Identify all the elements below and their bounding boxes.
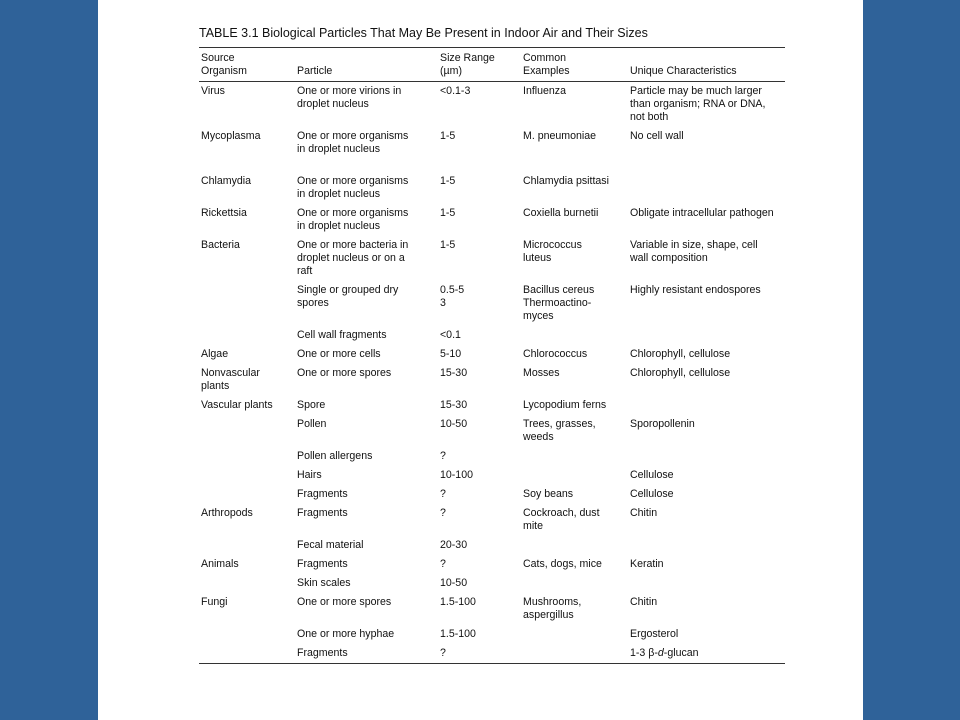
table-row (199, 236, 785, 281)
source-organism-cell: Virus (201, 85, 225, 97)
common-examples-cell: Mosses (523, 367, 560, 379)
header-particle: Particle (297, 65, 333, 77)
unique-characteristics-cell: Chlorophyll, cellulose (630, 348, 731, 360)
source-organism-cell (199, 574, 295, 593)
source-organism-cell (199, 281, 295, 326)
size-range-cell: <0.1 (440, 329, 461, 341)
unique-characteristics-cell: Cellulose (630, 469, 674, 481)
size-range-cell: ? (440, 558, 446, 570)
common-examples-cell: Influenza (523, 85, 566, 97)
table-row (199, 625, 785, 644)
size-range-cell: 1-5 (440, 130, 456, 142)
header-common-examples: Common Examples (523, 52, 570, 77)
size-range-cell: 5-10 (440, 348, 462, 360)
common-examples-cell (521, 644, 628, 664)
source-organism-cell (199, 625, 295, 644)
common-examples-cell: Lycopodium ferns (523, 399, 607, 411)
particle-cell: Fecal material (297, 539, 364, 551)
size-range-cell: ? (440, 450, 446, 462)
particle-cell: Fragments (297, 507, 348, 519)
header-unique-characteristics: Unique Characteristics (630, 65, 737, 77)
particle-cell: Pollen allergens (297, 450, 373, 462)
size-range-cell: 0.5-5 3 (440, 284, 465, 309)
size-range-cell: 10-100 (440, 469, 473, 481)
table-row (199, 485, 785, 504)
particle-cell: Pollen (297, 418, 327, 430)
source-organism-cell: Rickettsia (201, 207, 247, 219)
size-range-cell: ? (440, 488, 446, 500)
particle-cell: One or more organisms in droplet nucleus (297, 130, 409, 155)
unique-characteristics-cell: Cellulose (630, 488, 674, 500)
unique-characteristics-cell (628, 536, 785, 555)
size-range-cell: 1-5 (440, 239, 456, 251)
table-row (199, 204, 785, 236)
common-examples-cell (521, 536, 628, 555)
unique-characteristics-cell: Sporopollenin (630, 418, 695, 430)
unique-characteristics-cell: Ergosterol (630, 628, 679, 640)
source-organism-cell: Nonvascular plants (201, 367, 260, 392)
size-range-cell: ? (440, 647, 446, 659)
table-row (199, 415, 785, 447)
common-examples-cell: Mushrooms, aspergillus (523, 596, 582, 621)
table-row (199, 536, 785, 555)
particle-cell: Fragments (297, 558, 348, 570)
source-organism-cell (199, 485, 295, 504)
common-examples-cell: Cockroach, dust mite (523, 507, 600, 532)
particle-cell: Single or grouped dry spores (297, 284, 399, 309)
particle-cell: One or more bacteria in droplet nucleus or on a raft (297, 239, 409, 277)
table-row (199, 644, 785, 664)
common-examples-cell: M. pneumoniae (523, 130, 597, 142)
source-organism-cell: Mycoplasma (201, 130, 261, 142)
particle-cell: Cell wall fragments (297, 329, 387, 341)
table-row (199, 396, 785, 415)
common-examples-cell (521, 326, 628, 345)
common-examples-cell: Soy beans (523, 488, 574, 500)
common-examples-cell (521, 447, 628, 466)
unique-characteristics-cell: Chitin (630, 507, 658, 519)
table-row (199, 447, 785, 466)
unique-characteristics-cell: Highly resistant endospores (630, 284, 761, 296)
particle-cell: Hairs (297, 469, 322, 481)
common-examples-cell: Coxiella burnetii (523, 207, 599, 219)
common-examples-cell: Bacillus cereus Thermoactino- myces (523, 284, 595, 322)
table-row (199, 172, 785, 204)
unique-characteristics-cell: Chlorophyll, cellulose (630, 367, 731, 379)
particle-cell: Fragments (297, 647, 348, 659)
table-row (199, 593, 785, 625)
table-row (199, 326, 785, 345)
particle-cell: Spore (297, 399, 326, 411)
unique-characteristics-cell (628, 574, 785, 593)
particles-table (199, 47, 785, 664)
size-range-cell: 1-5 (440, 175, 456, 187)
table-caption: TABLE 3.1 Biological Particles That May Be Present in Indoor Air and Their Sizes (199, 26, 648, 40)
particle-cell: One or more spores (297, 596, 392, 608)
particle-cell: One or more organisms in droplet nucleus (297, 175, 409, 200)
source-organism-cell: Algae (201, 348, 229, 360)
size-range-cell: 1.5-100 (440, 628, 476, 640)
unique-characteristics-cell: No cell wall (630, 130, 684, 142)
unique-characteristics-cell: Keratin (630, 558, 664, 570)
table-row (199, 345, 785, 364)
source-organism-cell: Animals (201, 558, 239, 570)
table-row (199, 574, 785, 593)
common-examples-cell: Chlamydia psittasi (523, 175, 609, 187)
table-row (199, 504, 785, 536)
unique-characteristics-cell (628, 172, 785, 204)
source-organism-cell (199, 536, 295, 555)
source-organism-cell (199, 466, 295, 485)
size-range-cell: 20-30 (440, 539, 468, 551)
size-range-cell: 15-30 (440, 367, 468, 379)
table-header-row (199, 48, 785, 82)
table-row (199, 466, 785, 485)
size-range-cell: 1-5 (440, 207, 456, 219)
source-organism-cell (199, 644, 295, 664)
size-range-cell: <0.1-3 (440, 85, 471, 97)
size-range-cell: 10-50 (440, 418, 468, 430)
particle-cell: One or more hyphae (297, 628, 395, 640)
size-range-cell: 10-50 (440, 577, 468, 589)
particle-cell: One or more cells (297, 348, 381, 360)
source-organism-cell: Bacteria (201, 239, 240, 251)
source-organism-cell: Fungi (201, 596, 228, 608)
source-organism-cell (199, 415, 295, 447)
table-row (199, 555, 785, 574)
table-row (199, 364, 785, 396)
unique-characteristics-cell: Particle may be much larger than organism; RNA or DNA, not both (630, 85, 766, 123)
unique-characteristics-cell: Obligate intracellular pathogen (630, 207, 774, 219)
table-row (199, 127, 785, 172)
table-row (199, 281, 785, 326)
source-organism-cell (199, 447, 295, 466)
unique-characteristics-cell (628, 396, 785, 415)
common-examples-cell: Trees, grasses, weeds (523, 418, 596, 443)
header-size-range: Size Range (µm) (440, 52, 495, 77)
size-range-cell: 1.5-100 (440, 596, 476, 608)
common-examples-cell: Micrococcus luteus (523, 239, 582, 264)
source-organism-cell: Arthropods (201, 507, 253, 519)
size-range-cell: ? (440, 507, 446, 519)
common-examples-cell: Chlorococcus (523, 348, 588, 360)
particle-cell: Fragments (297, 488, 348, 500)
size-range-cell: 15-30 (440, 399, 468, 411)
common-examples-cell (521, 466, 628, 485)
particle-cell: One or more spores (297, 367, 392, 379)
source-organism-cell (199, 326, 295, 345)
particle-cell: Skin scales (297, 577, 351, 589)
common-examples-cell (521, 574, 628, 593)
unique-characteristics-cell (628, 326, 785, 345)
unique-characteristics-cell: Chitin (630, 596, 658, 608)
particle-cell: One or more virions in droplet nucleus (297, 85, 402, 110)
document-page (98, 0, 863, 720)
source-organism-cell: Vascular plants (201, 399, 273, 411)
header-source-organism: Source Organism (201, 52, 247, 77)
unique-characteristics-cell: 1-3 β-d-glucan (630, 647, 699, 659)
common-examples-cell: Cats, dogs, mice (523, 558, 602, 570)
unique-characteristics-cell (628, 447, 785, 466)
particle-cell: One or more organisms in droplet nucleus (297, 207, 409, 232)
source-organism-cell: Chlamydia (201, 175, 252, 187)
unique-characteristics-cell: Variable in size, shape, cell wall composition (630, 239, 758, 264)
table-row (199, 82, 785, 128)
common-examples-cell (521, 625, 628, 644)
